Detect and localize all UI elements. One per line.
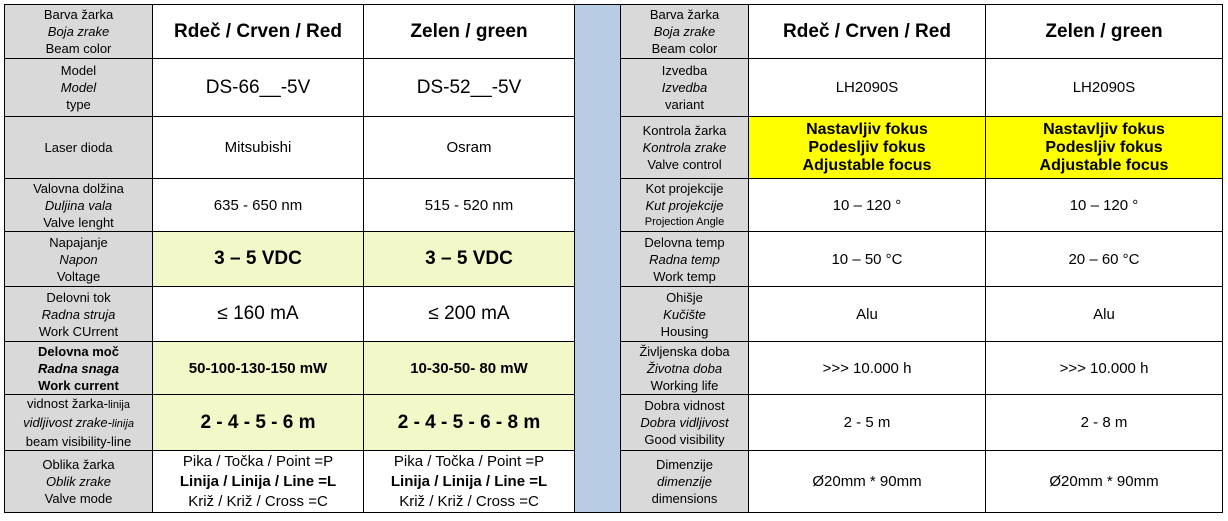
right-label-housing: Ohišje Kučište Housing: [621, 287, 749, 342]
red-good-visibility-value: 2 - 5 m: [749, 395, 986, 451]
left-label-wavelength: Valovna dolžina Duljina vala Valve lenght: [5, 179, 153, 232]
green-housing-value: Alu: [986, 287, 1223, 342]
left-header-red: Rdeč / Crven / Red: [153, 5, 364, 59]
red-current-value: ≤ 160 mA: [153, 287, 364, 342]
laser-spec-table: [4, 4, 1223, 513]
red-voltage-value: 3 – 5 VDC: [153, 232, 364, 287]
red-visibility-value: 2 - 4 - 5 - 6 m: [153, 395, 364, 451]
column-separator: [575, 5, 621, 513]
green-visibility-value: 2 - 4 - 5 - 6 - 8 m: [364, 395, 575, 451]
right-label-good-visibility: Dobra vidnost Dobra vidljivost Good visibility: [621, 395, 749, 451]
left-label-visibility: vidnost žarka-linija vidljivost zrake-linija beam visibility-line: [5, 395, 153, 451]
red-wavelength-value: 635 - 650 nm: [153, 179, 364, 232]
left-label-current: Delovni tok Radna struja Work CUrrent: [5, 287, 153, 342]
green-angle-value: 10 – 120 °: [986, 179, 1223, 232]
green-good-visibility-value: 2 - 8 m: [986, 395, 1223, 451]
red-angle-value: 10 – 120 °: [749, 179, 986, 232]
left-label-power: Delovna moč Radna snaga Work current: [5, 342, 153, 395]
left-header-green: Zelen / green: [364, 5, 575, 59]
right-label-valve-control: Kontrola žarka Kontrola zrake Valve control: [621, 117, 749, 179]
red-variant-value: LH2090S: [749, 59, 986, 117]
right-label-work-temp: Delovna temp Radna temp Work temp: [621, 232, 749, 287]
red-power-value: 50-100-130-150 mW: [153, 342, 364, 395]
header-row: [5, 5, 1223, 59]
left-label-laser-diode: Laser dioda: [5, 117, 153, 179]
left-label-valve-mode: Oblika žarka Oblik zrake Valve mode: [5, 451, 153, 513]
left-label-model: Model Model type: [5, 59, 153, 117]
green-model-value: DS-52__-5V: [364, 59, 575, 117]
right-label-dimensions: Dimenzije dimenzije dimensions: [621, 451, 749, 513]
red-diode-value: Mitsubishi: [153, 117, 364, 179]
green-wavelength-value: 515 - 520 nm: [364, 179, 575, 232]
red-temp-value: 10 – 50 °C: [749, 232, 986, 287]
green-diode-value: Osram: [364, 117, 575, 179]
left-label-beam-color: Barva žarka Boja zrake Beam color: [5, 5, 153, 59]
green-voltage-value: 3 – 5 VDC: [364, 232, 575, 287]
red-focus-value: Nastavljiv fokus Podesljiv fokus Adjustable focus: [749, 117, 986, 179]
green-power-value: 10-30-50- 80 mW: [364, 342, 575, 395]
right-header-green: Zelen / green: [986, 5, 1223, 59]
green-focus-value: Nastavljiv fokus Podesljiv fokus Adjustable focus: [986, 117, 1223, 179]
spec-sheet: [4, 4, 1222, 518]
red-life-value: >>> 10.000 h: [749, 342, 986, 395]
right-label-beam-color: Barva žarka Boja zrake Beam color: [621, 5, 749, 59]
green-mode-value: Pika / Točka / Point =P Linija / Linija / Line =L Križ / Križ / Cross =C: [364, 451, 575, 513]
right-label-variant: Izvedba Izvedba variant: [621, 59, 749, 117]
green-variant-value: LH2090S: [986, 59, 1223, 117]
red-mode-value: Pika / Točka / Point =P Linija / Linija / Line =L Križ / Križ / Cross =C: [153, 451, 364, 513]
green-temp-value: 20 – 60 °C: [986, 232, 1223, 287]
left-label-voltage: Napajanje Napon Voltage: [5, 232, 153, 287]
green-life-value: >>> 10.000 h: [986, 342, 1223, 395]
green-current-value: ≤ 200 mA: [364, 287, 575, 342]
right-label-projection-angle: Kot projekcije Kut projekcije Projection Angle: [621, 179, 749, 232]
red-dimensions-value: Ø20mm * 90mm: [749, 451, 986, 513]
red-housing-value: Alu: [749, 287, 986, 342]
right-header-red: Rdeč / Crven / Red: [749, 5, 986, 59]
right-label-working-life: Življenska doba Životna doba Working life: [621, 342, 749, 395]
red-model-value: DS-66__-5V: [153, 59, 364, 117]
green-dimensions-value: Ø20mm * 90mm: [986, 451, 1223, 513]
